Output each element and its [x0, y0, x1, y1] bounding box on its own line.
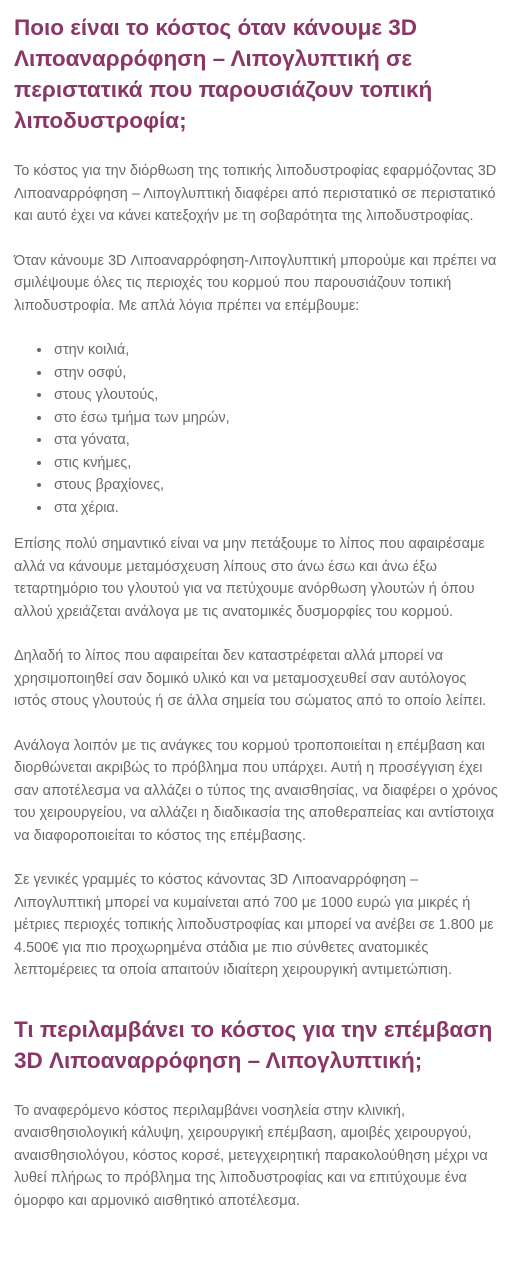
procedure-adaptation-paragraph: Ανάλογα λοιπόν με τις ανάγκες του κορμού τροποποιείται η επέμβαση και διορθώνεται ακριβώς το πρόβλημα που υπάρχει. Αυτή η προσέγγιση έχει σαν αποτέλεσμα να αλλάζει ο τύπος της αναισθησίας, να διαφέρει ο χρόνος του χειρουργείου, να αλλάζει η διαδικασία της αποθεραπείας και αντίστοιχα να διαφοροποιείται το κόστος της επέμβασης.: [14, 737, 498, 844]
areas-list: [14, 339, 503, 519]
price-range-paragraph: Σε γενικές γραμμές το κόστος κάνοντας 3D Λιποαναρρόφηση – Λιπογλυπτική μπορεί να κυμαίνεται από 700 με 1000 ευρώ για μικρές ή μέτριες περιοχές τοπικής λιποδυστροφίας και μπορεί να ανέβει σε 1.800 με 4.500€ για πιο προχωρημένα στάδια με πιο σύνθετες ανατομικές λεπτομέρειες τα οποία απαιτούν ιδιαίτερη χειρουργική αντιμετώπιση.: [14, 872, 494, 978]
fat-reuse-paragraph: Δηλαδή το λίπος που αφαιρείται δεν καταστρέφεται αλλά μπορεί να χρησιμοποιηθεί σαν δομικό υλικό και να μεταμοσχευθεί σαν αυτόλογος ιστός στους γλουτούς ή σε άλλα σημεία του σώματος από το οποίο λείπει.: [14, 648, 487, 709]
fat-transfer-paragraph: Επίσης πολύ σημαντικό είναι να μην πετάξουμε το λίπος που αφαιρέσαμε αλλά να κάνουμε μεταμόσχευση λίπους στο άνω έσω και άνω έξω τεταρτημόριο του γλουτού για να πετύχουμε ανόρθωση γλουτών ή όπου αλλού χρειάζεται ανάλογα με τις ανατομικές δυσμορφίες του κορμού.: [14, 536, 485, 620]
list-item: • στα χέρια.: [52, 497, 503, 520]
cost-question-heading: Ποιο είναι το κόστος όταν κάνουμε 3D Λιποαναρρόφηση – Λιπογλυπτική σε περιστατικά που παρουσιάζουν τοπική λιποδυστροφία;: [14, 15, 433, 133]
list-item: • στους βραχίονες,: [52, 474, 503, 497]
list-item: • στα γόνατα,: [52, 429, 503, 452]
cost-includes-paragraph: Το αναφερόμενο κόστος περιλαμβάνει νοσηλεία στην κλινική, αναισθησιολογική κάλυψη, χειρουργική επέμβαση, αμοιβές χειρουργού, αναισθησιολόγου, κόστος κορσέ, μετεγχειρητική παρακολούθηση μέχρι να λυθεί πλήρως το πρόβλημα της λιποδυστροφίας και να επιτύχουμε ένα όμορφο και αρμονικό αισθητικό αποτέλεσμα.: [14, 1102, 488, 1209]
list-item: • στην οσφύ,: [52, 362, 503, 385]
list-item: • στις κνήμες,: [52, 452, 503, 475]
cost-includes-heading: Τι περιλαμβάνει το κόστος για την επέμβαση 3D Λιποαναρρόφηση – Λιπογλυπτική;: [14, 1016, 493, 1073]
trunk-areas-paragraph: Όταν κάνουμε 3D Λιποαναρρόφηση-Λιπογλυπτική μπορούμε και πρέπει να σμιλέψουμε όλες τις περιοχές του κορμού που παρουσιάζουν τοπική λιποδυστροφία. Με απλά λόγια πρέπει να επέμβουμε:: [14, 252, 497, 314]
list-item: • στους γλουτούς,: [52, 384, 503, 407]
list-item: • στην κοιλιά,: [52, 339, 503, 362]
list-item: • στο έσω τμήμα των μηρών,: [52, 407, 503, 430]
cost-intro-paragraph: Το κόστος για την διόρθωση της τοπικής λιποδυστροφίας εφαρμόζοντας 3D Λιποαναρρόφηση – Λιπογλυπτική διαφέρει από περιστατικό σε περιστατικό και αυτό έχει να κάνει κατεξοχήν με τη σοβαρότητα της λιποδυστροφίας.: [14, 163, 497, 224]
